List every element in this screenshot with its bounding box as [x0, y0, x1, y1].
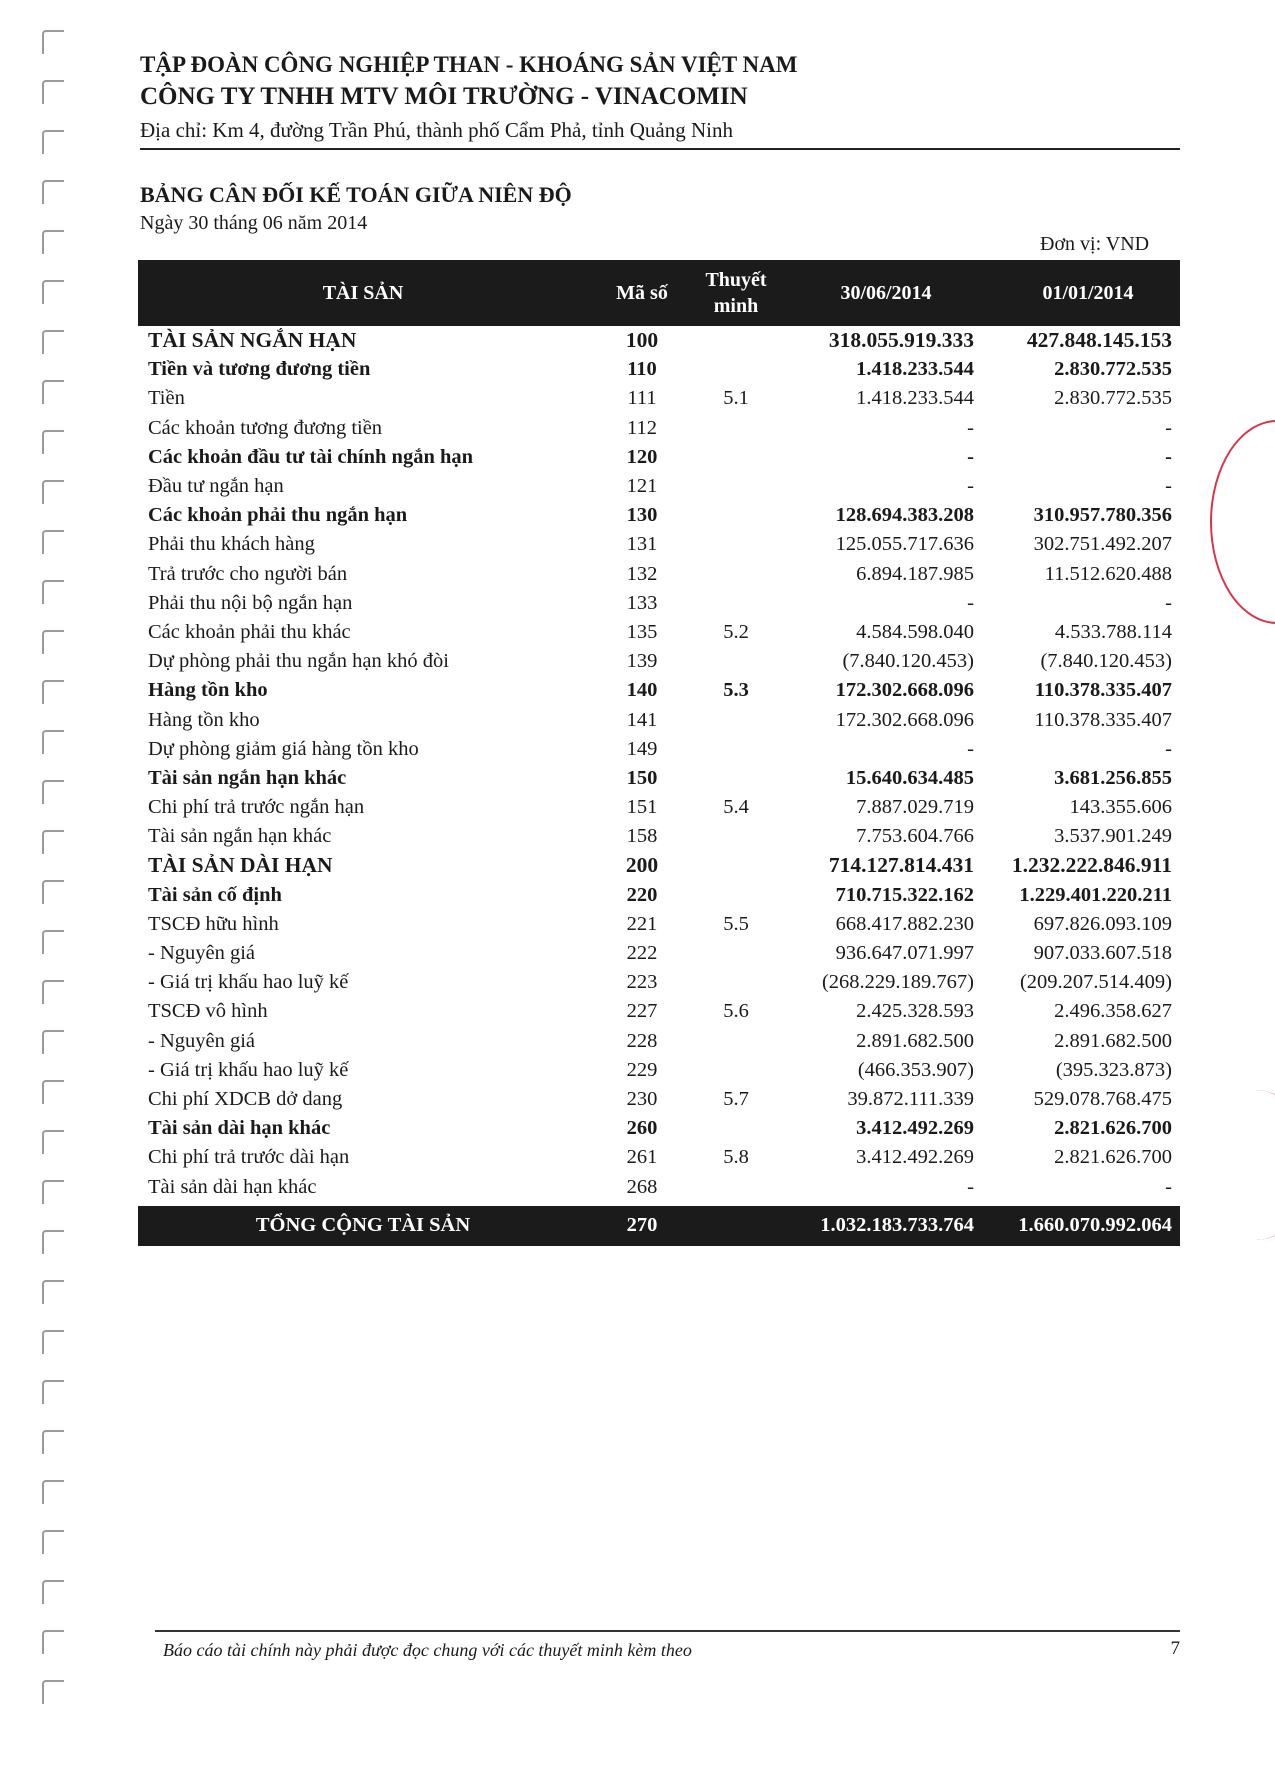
- row-label: Tài sản ngắn hạn khác: [148, 825, 332, 848]
- row-code: 260: [626, 1117, 658, 1140]
- column-header-code: Mã số: [616, 281, 668, 304]
- row-note: 5.6: [723, 1000, 749, 1023]
- table-row: [138, 355, 1180, 384]
- total-row: [138, 1206, 1180, 1246]
- total-code: 270: [626, 1214, 658, 1237]
- table-row: [138, 1143, 1180, 1172]
- row-value-period-end: 172.302.668.096: [835, 708, 974, 731]
- row-code: 111: [627, 387, 657, 410]
- row-code: 222: [626, 942, 658, 965]
- row-label: Phải thu nội bộ ngắn hạn: [148, 591, 353, 614]
- table-row: [138, 618, 1180, 647]
- row-label: Dự phòng giảm giá hàng tồn kho: [148, 737, 419, 760]
- table-row: [138, 676, 1180, 705]
- row-value-period-end: 2.891.682.500: [856, 1029, 974, 1052]
- row-value-period-end: 1.418.233.544: [856, 358, 974, 381]
- row-label: TÀI SẢN DÀI HẠN: [148, 853, 333, 878]
- document-header: [140, 50, 1180, 150]
- row-label: Các khoản tương đương tiền: [148, 416, 383, 439]
- row-code: 221: [626, 912, 658, 935]
- total-value-period-end: 1.032.183.733.764: [820, 1214, 974, 1237]
- report-title-block: [140, 180, 572, 236]
- row-value-period-start: 907.033.607.518: [1033, 942, 1172, 965]
- row-code: 230: [626, 1087, 658, 1110]
- table-row: [138, 414, 1180, 443]
- row-value-period-start: (7.840.120.453): [1040, 650, 1172, 673]
- row-value-period-start: 2.821.626.700: [1054, 1117, 1172, 1140]
- table-row: [138, 560, 1180, 589]
- column-header-period-start: 01/01/2014: [1042, 281, 1134, 304]
- row-value-period-end: 2.425.328.593: [856, 1000, 974, 1023]
- row-label: Hàng tồn kho: [148, 679, 268, 702]
- row-code: 131: [626, 533, 658, 556]
- table-row: [138, 851, 1180, 880]
- table-row: [138, 1027, 1180, 1056]
- row-value-period-end: -: [967, 416, 974, 439]
- row-value-period-start: 1.229.401.220.211: [1019, 883, 1172, 906]
- row-value-period-start: 1.232.222.846.911: [1011, 853, 1172, 878]
- row-code: 139: [626, 650, 658, 673]
- row-code: 133: [626, 591, 658, 614]
- table-row: [138, 530, 1180, 559]
- row-value-period-end: -: [967, 1175, 974, 1198]
- row-label: - Nguyên giá: [148, 1029, 256, 1052]
- table-row: [138, 793, 1180, 822]
- total-value-period-start: 1.660.070.992.064: [1018, 1214, 1172, 1237]
- row-value-period-start: -: [1165, 475, 1172, 498]
- row-code: 120: [626, 445, 658, 468]
- company-name: CÔNG TY TNHH MTV MÔI TRƯỜNG - VINACOMIN: [140, 83, 748, 110]
- row-note: 5.4: [723, 796, 749, 819]
- row-value-period-end: (7.840.120.453): [842, 650, 974, 673]
- row-value-period-start: 2.830.772.535: [1054, 358, 1172, 381]
- row-label: Chi phí XDCB dở dang: [148, 1087, 343, 1110]
- row-code: 130: [626, 504, 658, 527]
- row-value-period-end: 3.412.492.269: [856, 1146, 974, 1169]
- row-value-period-start: (395.323.873): [1055, 1058, 1172, 1081]
- row-value-period-end: -: [967, 445, 974, 468]
- row-label: TSCĐ hữu hình: [148, 912, 279, 935]
- row-value-period-start: 2.821.626.700: [1054, 1146, 1172, 1169]
- table-row: [138, 910, 1180, 939]
- row-value-period-end: 318.055.919.333: [828, 328, 974, 353]
- row-value-period-start: -: [1165, 1175, 1172, 1198]
- binding-holes: [42, 30, 72, 1720]
- table-row: [138, 472, 1180, 501]
- table-row: [138, 384, 1180, 413]
- row-label: Các khoản đầu tư tài chính ngắn hạn: [148, 445, 474, 468]
- row-value-period-end: 668.417.882.230: [835, 912, 974, 935]
- row-label: Phải thu khách hàng: [148, 533, 315, 556]
- column-header-note: Thuyết minh: [705, 269, 767, 317]
- row-value-period-start: 110.378.335.407: [1034, 679, 1172, 702]
- page-footer: [155, 1630, 1180, 1660]
- row-label: Chi phí trả trước ngắn hạn: [148, 796, 365, 819]
- row-code: 268: [626, 1175, 658, 1198]
- table-row: [138, 326, 1180, 355]
- row-value-period-end: 4.584.598.040: [856, 620, 974, 643]
- row-value-period-start: 302.751.492.207: [1033, 533, 1172, 556]
- row-value-period-end: 714.127.814.431: [828, 853, 974, 878]
- footer-note: Báo cáo tài chính này phải được đọc chung với các thuyết minh kèm theo: [163, 1640, 692, 1660]
- row-label: Hàng tồn kho: [148, 708, 260, 731]
- red-signature-mark: [1200, 1090, 1275, 1240]
- row-label: Dự phòng phải thu ngắn hạn khó đòi: [148, 650, 449, 673]
- row-value-period-end: (268.229.189.767): [821, 971, 974, 994]
- row-value-period-end: 3.412.492.269: [856, 1117, 974, 1140]
- row-value-period-end: 7.887.029.719: [856, 796, 974, 819]
- row-note: 5.1: [723, 387, 749, 410]
- row-code: 100: [625, 328, 659, 353]
- row-value-period-start: 3.681.256.855: [1054, 766, 1172, 789]
- row-note: 5.2: [723, 620, 749, 643]
- table-row: [138, 822, 1180, 851]
- row-value-period-end: 7.753.604.766: [856, 825, 974, 848]
- table-row: [138, 764, 1180, 793]
- row-value-period-start: 697.826.093.109: [1033, 912, 1172, 935]
- row-label: Chi phí trả trước dài hạn: [148, 1146, 350, 1169]
- row-code: 261: [626, 1146, 658, 1169]
- row-code: 228: [626, 1029, 658, 1052]
- table-row: [138, 1114, 1180, 1143]
- row-code: 140: [626, 679, 658, 702]
- report-title: BẢNG CÂN ĐỐI KẾ TOÁN GIỮA NIÊN ĐỘ: [140, 182, 572, 207]
- row-value-period-end: 125.055.717.636: [835, 533, 974, 556]
- row-value-period-start: (209.207.514.409): [1019, 971, 1172, 994]
- row-value-period-end: 1.418.233.544: [856, 387, 974, 410]
- row-note: 5.3: [723, 679, 749, 702]
- row-code: 223: [626, 971, 658, 994]
- balance-sheet-table: [138, 260, 1180, 1246]
- table-row: [138, 997, 1180, 1026]
- row-code: 135: [626, 620, 658, 643]
- row-value-period-start: -: [1165, 591, 1172, 614]
- table-row: [138, 501, 1180, 530]
- row-code: 200: [625, 853, 659, 878]
- table-row: [138, 939, 1180, 968]
- table-row: [138, 1085, 1180, 1114]
- row-value-period-end: 172.302.668.096: [835, 679, 974, 702]
- group-name: TẬP ĐOÀN CÔNG NGHIỆP THAN - KHOÁNG SẢN VIỆT NAM: [140, 52, 798, 77]
- row-value-period-end: 6.894.187.985: [856, 562, 974, 585]
- row-note: 5.8: [723, 1146, 749, 1169]
- row-value-period-end: -: [967, 475, 974, 498]
- row-code: 149: [626, 737, 658, 760]
- row-value-period-start: 2.496.358.627: [1054, 1000, 1172, 1023]
- row-value-period-end: 128.694.383.208: [835, 504, 974, 527]
- row-code: 110: [627, 358, 657, 381]
- row-code: 229: [626, 1058, 658, 1081]
- row-code: 141: [626, 708, 658, 731]
- row-value-period-start: -: [1165, 416, 1172, 439]
- row-value-period-start: 529.078.768.475: [1033, 1087, 1172, 1110]
- row-value-period-start: 427.848.145.153: [1026, 328, 1172, 353]
- table-row: [138, 881, 1180, 910]
- table-row: [138, 589, 1180, 618]
- page-number: 7: [1170, 1638, 1180, 1659]
- row-value-period-start: 2.891.682.500: [1054, 1029, 1172, 1052]
- row-label: Các khoản phải thu ngắn hạn: [148, 504, 408, 527]
- row-code: 132: [626, 562, 658, 585]
- row-value-period-end: -: [967, 591, 974, 614]
- row-code: 220: [626, 883, 658, 906]
- report-date: Ngày 30 tháng 06 năm 2014: [140, 212, 368, 234]
- row-label: TÀI SẢN NGẮN HẠN: [148, 328, 357, 353]
- row-label: Đầu tư ngắn hạn: [148, 475, 284, 498]
- row-value-period-end: 15.640.634.485: [845, 766, 974, 789]
- row-label: Tài sản ngắn hạn khác: [148, 766, 347, 789]
- table-row: [138, 647, 1180, 676]
- row-value-period-start: 3.537.901.249: [1054, 825, 1172, 848]
- table-row: [138, 705, 1180, 734]
- row-code: 227: [626, 1000, 658, 1023]
- row-label: Các khoản phải thu khác: [148, 620, 351, 643]
- column-header-assets: TÀI SẢN: [322, 281, 404, 304]
- row-value-period-end: 710.715.322.162: [835, 883, 974, 906]
- row-label: Tiền: [148, 387, 185, 410]
- row-value-period-end: 936.647.071.997: [835, 942, 974, 965]
- total-label: TỔNG CỘNG TÀI SẢN: [255, 1214, 471, 1237]
- company-address: Địa chỉ: Km 4, đường Trần Phú, thành phố Cẩm Phả, tỉnh Quảng Ninh: [140, 114, 1180, 150]
- row-note: 5.7: [723, 1087, 749, 1110]
- row-code: 158: [626, 825, 658, 848]
- table-row: [138, 735, 1180, 764]
- row-code: 150: [626, 766, 658, 789]
- row-code: 151: [626, 796, 658, 819]
- row-value-period-start: 310.957.780.356: [1033, 504, 1172, 527]
- row-label: Tài sản dài hạn khác: [148, 1175, 317, 1198]
- row-label: - Giá trị khấu hao luỹ kế: [148, 971, 349, 994]
- red-stamp: [1210, 420, 1275, 624]
- row-code: 121: [626, 475, 658, 498]
- row-value-period-start: -: [1165, 445, 1172, 468]
- row-label: - Giá trị khấu hao luỹ kế: [148, 1058, 349, 1081]
- table-row: [138, 968, 1180, 997]
- row-label: Trả trước cho người bán: [148, 562, 348, 585]
- row-label: Tài sản dài hạn khác: [148, 1117, 331, 1140]
- row-value-period-end: -: [967, 737, 974, 760]
- table-row: [138, 443, 1180, 472]
- row-value-period-end: 39.872.111.339: [847, 1087, 974, 1110]
- row-value-period-start: 11.512.620.488: [1044, 562, 1172, 585]
- table-row: [138, 1056, 1180, 1085]
- table-body: [138, 326, 1180, 1202]
- row-label: TSCĐ vô hình: [148, 1000, 268, 1023]
- row-value-period-start: -: [1165, 737, 1172, 760]
- row-value-period-start: 143.355.606: [1069, 796, 1172, 819]
- column-header-period-end: 30/06/2014: [840, 281, 932, 304]
- row-value-period-end: (466.353.907): [857, 1058, 974, 1081]
- table-row: [138, 1172, 1180, 1201]
- row-note: 5.5: [723, 912, 749, 935]
- row-label: Tài sản cố định: [148, 883, 282, 906]
- row-label: Tiền và tương đương tiền: [148, 358, 371, 381]
- row-value-period-start: 2.830.772.535: [1054, 387, 1172, 410]
- row-label: - Nguyên giá: [148, 942, 256, 965]
- table-header: [138, 260, 1180, 326]
- row-value-period-start: 4.533.788.114: [1054, 620, 1172, 643]
- currency-unit: Đơn vị: VND: [1040, 233, 1150, 255]
- row-code: 112: [627, 416, 657, 439]
- row-value-period-start: 110.378.335.407: [1034, 708, 1172, 731]
